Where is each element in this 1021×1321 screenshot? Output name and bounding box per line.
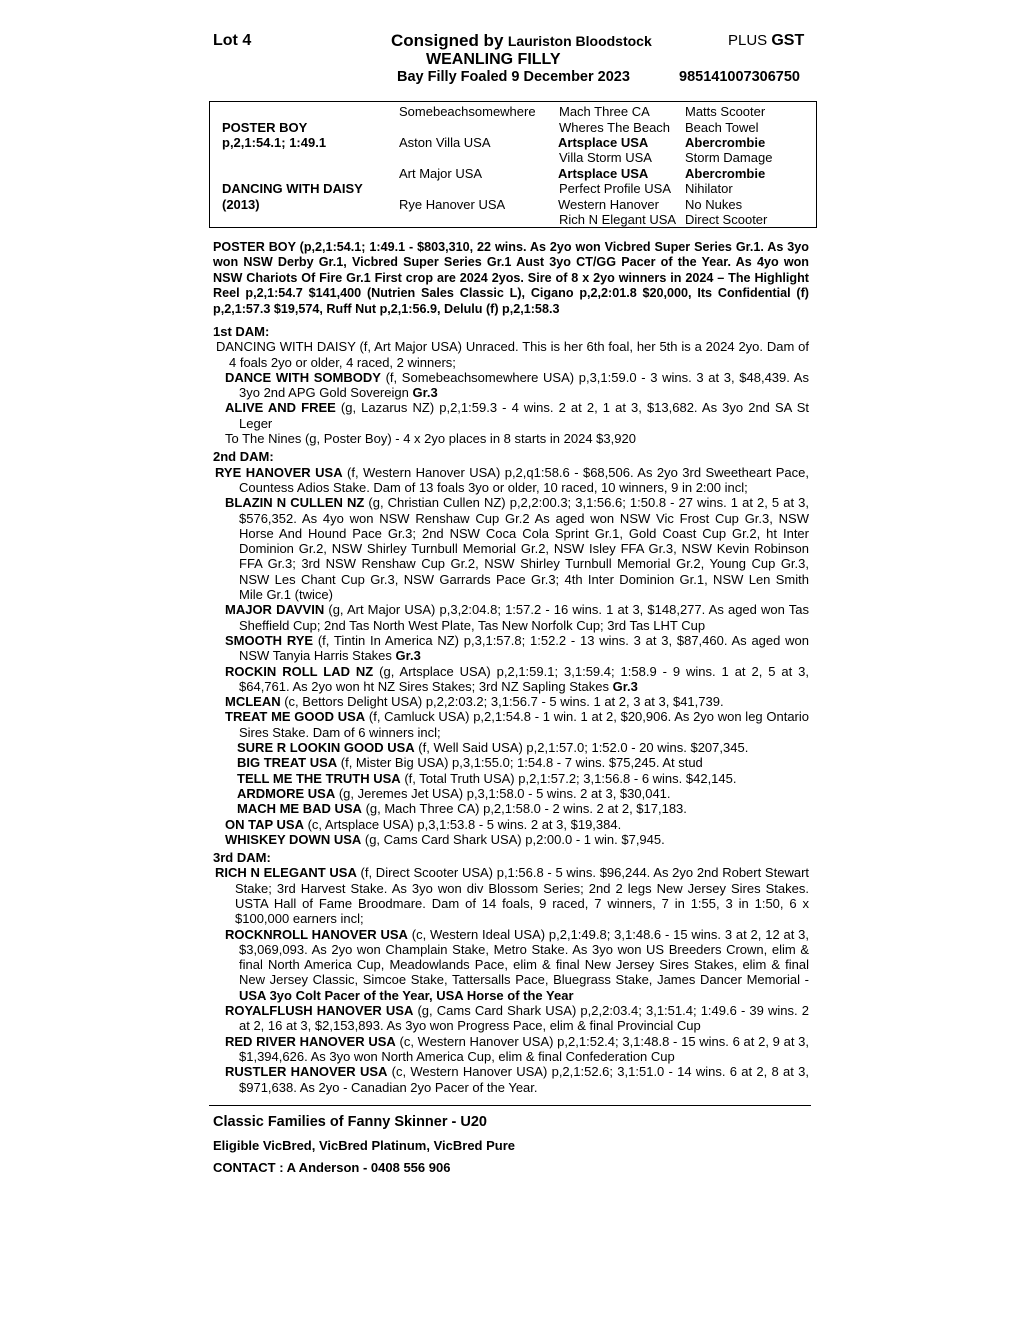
pedigree-dam-year: (2013): [222, 197, 260, 212]
pedigree-gen4: No Nukes: [685, 197, 743, 212]
consigned-label: Consigned by: [391, 31, 504, 50]
pedigree-gen3: Mach Three CA: [559, 104, 650, 119]
progeny-name: TELL ME THE TRUTH USA: [237, 770, 401, 786]
second-dam-entry: TREAT ME GOOD USA (f, Camluck USA) p,2,1:54.8 - 1 win. 1 at 2, $20,906. As 2yo won leg Ontario Sires Stake. Dam of 6 winners incl;: [225, 709, 809, 740]
pedigree-gen2: Rye Hanover USA: [399, 197, 506, 212]
pedigree-sire: POSTER BOY: [222, 120, 308, 135]
progeny-name: DANCE WITH SOMBODY: [225, 369, 381, 385]
progeny-name: RUSTLER HANOVER USA: [225, 1064, 388, 1080]
pedigree-gen4: Matts Scooter: [685, 104, 766, 119]
grand-progeny-entry: SURE R LOOKIN GOOD USA (f, Well Said USA) p,2,1:57.0; 1:52.0 - 20 wins. $207,345.: [237, 740, 749, 756]
second-dam-entry: WHISKEY DOWN USA (g, Cams Card Shark USA) p,2:00.0 - 1 win. $7,945.: [225, 831, 665, 847]
second-dam-entry: ROCKIN ROLL LAD NZ (g, Artsplace USA) p,2,1:59.1; 3,1:59.4; 1:58.9 - 9 wins. 1 at 2, 5 at 3, $64,761. As 2yo won ht NZ Sires Stakes; 3rd NZ Sapling Stakes Gr.3: [225, 663, 809, 694]
third-dam-entry: ROCKNROLL HANOVER USA (c, Western Ideal USA) p,2,1:49.8; 3,1:48.6 - 15 wins. 3 at 2, 12 at 3, $3,069,093. As 2yo won Champlain Stake, Metro Stake. As 3yo won US Breeders Crown, elim & final North America Cup, Meadowlands Pace, elim & final New Jersey Sires Stakes, elim & final New Jersey Classic, Simcoe Stake, Tattersalls Pace, Bluegrass Stake, James Dancer Memorial - USA 3yo Colt Pacer of the Year, USA Horse of the Year: [225, 926, 810, 1003]
first-dam-entry: DANCE WITH SOMBODY (f, Somebeachsomewhere USA) p,3,1:59.0 - 3 wins. 3 at 3, $48,439. As 3yo 2nd APG Gold Sovereign Gr.3: [225, 369, 809, 401]
microchip-number: 985141007306750: [679, 69, 800, 85]
progeny-name: MAJOR DAVVIN: [225, 602, 325, 618]
first-dam-intro: DANCING WITH DAISY (f, Art Major USA) Unraced. This is her 6th foal, her 5th is a 2024 2yo. Dam of 4 foals 2yo or older, 4 raced, 2 winners;: [216, 339, 809, 370]
second-dam-heading: 2nd DAM:: [213, 449, 274, 465]
gst-label: [728, 32, 804, 50]
progeny-name: SURE R LOOKIN GOOD USA: [237, 740, 415, 756]
progeny-name: SMOOTH RYE: [225, 632, 314, 648]
pedigree-gen2: Aston Villa USA: [399, 135, 491, 150]
progeny-name: MACH ME BAD USA: [237, 801, 362, 817]
pedigree-gen3: Perfect Profile USA: [559, 181, 671, 196]
progeny-name: BIG TREAT USA: [237, 755, 338, 771]
consignor-name: Lauriston Bloodstock: [507, 33, 652, 49]
progeny-name: TREAT ME GOOD USA: [225, 709, 366, 725]
pedigree-gen3: Villa Storm USA: [559, 150, 652, 165]
progeny-name: ARDMORE USA: [237, 785, 336, 801]
pedigree-dam: DANCING WITH DAISY: [222, 181, 363, 196]
dam-details: [213, 324, 809, 1095]
pedigree-gen3: Rich N Elegant USA: [559, 212, 677, 227]
pedigree-sire-record: p,2,1:54.1; 1:49.1: [222, 135, 327, 150]
progeny-name: RED RIVER HANOVER USA: [225, 1033, 396, 1049]
second-dam-entry: SMOOTH RYE (f, Tintin In America NZ) p,3,1:57.8; 1:52.2 - 13 wins. 3 at 3, $87,460. As aged won NSW Tanyia Harris Stakes Gr.3: [225, 632, 809, 664]
first-dam-entry: ALIVE AND FREE (g, Lazarus NZ) p,2,1:59.3 - 4 wins. 2 at 2, 1 at 3, $13,682. As 3yo 2nd SA St Leger: [225, 400, 809, 431]
pedigree-gen4: Nihilator: [685, 181, 733, 196]
second-dam-intro: RYE HANOVER USA (f, Western Hanover USA) p,2,q1:58.6 - $68,506. As 2yo 3rd Sweetheart Pace, Countess Adios Stake. Dam of 13 foals 3yo or older, 10 raced, 10 winners, 9 in 2:00 incl;: [215, 464, 809, 495]
progeny-name: ROCKNROLL HANOVER USA: [225, 926, 408, 942]
contact-line: CONTACT : A Anderson - 0408 556 906: [213, 1160, 451, 1175]
grand-progeny-entry: BIG TREAT USA (f, Mister Big USA) p,3,1:55.0; 1:54.8 - 7 wins. $75,245. At stud: [237, 755, 703, 771]
gst-prefix: PLUS: [728, 32, 768, 49]
family-line: Classic Families of Fanny Skinner - U20: [213, 1114, 487, 1130]
pedigree-gen4: Beach Towel: [685, 120, 759, 135]
progeny-name: ROYALFLUSH HANOVER USA: [225, 1003, 414, 1019]
pedigree-gen4: Storm Damage: [685, 150, 773, 165]
third-dam-entry: RED RIVER HANOVER USA (c, Western Hanover USA) p,2,1:52.4; 3,1:48.8 - 15 wins. 6 at 2, 9 at 3, $1,394,626. As 3yo won North America Cup, elim & final Confederation Cup: [225, 1033, 810, 1064]
grand-progeny-entry: ARDMORE USA (g, Jeremes Jet USA) p,3,1:58.0 - 5 wins. 2 at 3, $30,041.: [237, 785, 671, 801]
pedigree-gen3: Wheres The Beach: [559, 120, 671, 135]
lot-number: Lot 4: [213, 32, 252, 49]
grand-progeny-entry: MACH ME BAD USA (g, Mach Three CA) p,2,1:58.0 - 2 wins. 2 at 2, $17,183.: [237, 801, 687, 817]
pedigree-gen4: Abercrombie: [685, 166, 766, 181]
third-dam-entry: ROYALFLUSH HANOVER USA (g, Cams Card Shark USA) p,2,2:03.4; 3,1:51.4; 1:49.6 - 39 wins. 2 at 2, 16 at 3, $2,153,893. As 3yo won Progress Pace, elim & final Provincial Cup: [225, 1003, 809, 1034]
progeny-name: ON TAP USA: [225, 816, 304, 832]
second-dam-entry: BLAZIN N CULLEN NZ (g, Christian Cullen NZ) p,2,2:00.3; 3,1:56.6; 1:50.8 - 27 wins. 1 at 2, 5 at 3, $576,352. As 4yo won NSW Renshaw Cup Gr.2 As aged won NSW Vic Frost Cup Gr.3, NSW Horse And Hound Pace Gr.3; 2nd NSW Coca Cola Sprint Gr.1, Gold Coast Cup Gr.2, ht Inter Dominion Gr.2, NSW Shirley Turnbull Memorial Gr.2, NSW Isley FFA Gr.3, NSW Kevin Robinson FFA Gr.3; 3rd NSW Renshaw Cup Gr.2, NSW Shirley Turnbull Memorial Gr.2, Young Cup Gr.3, NSW Les Chant Cup Gr.3, NSW Garrards Pace Gr.3; 4th Inter Dominion Gr.1, NSW Len Smith Mile Gr.1 (twice): [225, 495, 809, 603]
pedigree-gen3: Artsplace USA: [558, 166, 649, 181]
eligibility-line: Eligible VicBred, VicBred Platinum, VicBred Pure: [213, 1138, 515, 1153]
grand-progeny-entry: TELL ME THE TRUTH USA (f, Total Truth USA) p,2,1:57.2; 3,1:56.8 - 6 wins. $42,145.: [237, 770, 737, 786]
lot-description: Bay Filly Foaled 9 December 2023: [397, 69, 630, 85]
pedigree-gen4: Abercrombie: [685, 135, 766, 150]
consignment-line: [391, 31, 652, 51]
second-dam-entry: MAJOR DAVVIN (g, Art Major USA) p,3,2:04.8; 1:57.2 - 16 wins. 1 at 3, $148,277. As aged won Tas Sheffield Cup; 2nd Tas North West Plate, Tas New Norfolk Cup; 3rd Tas LHT Cup: [225, 602, 809, 633]
first-dam-entry: To The Nines (g, Poster Boy) - 4 x 2yo places in 8 starts in 2024 $3,920: [225, 431, 636, 447]
third-dam-intro: RICH N ELEGANT USA (f, Direct Scooter USA) p,1:56.8 - 5 wins. $96,244. As 2yo 2nd Robert Stewart Stake; 3rd Harvest Stake. As 3yo won div Blossom Series; 2nd 2 legs New Jersey Sires Stakes. USTA Hall of Fame Broodmare. Dam of 14 foals, 9 raced, 7 winners, 7 in 1:55, 3 in 1:50, 6 x $100,000 earners incl;: [215, 865, 810, 927]
third-dam-heading: 3rd DAM:: [213, 850, 271, 866]
lot-title: WEANLING FILLY: [426, 51, 561, 68]
footer-divider: [209, 1105, 811, 1106]
second-dam-entry: ON TAP USA (c, Artsplace USA) p,3,1:53.8 - 5 wins. 2 at 3, $19,384.: [225, 816, 622, 832]
progeny-name: WHISKEY DOWN USA: [225, 831, 362, 847]
pedigree-gen2: Somebeachsomewhere: [399, 104, 536, 119]
progeny-name: ALIVE AND FREE: [225, 400, 336, 416]
progeny-name: BLAZIN N CULLEN NZ: [225, 495, 365, 511]
pedigree-gen4: Direct Scooter: [685, 212, 768, 227]
pedigree-gen2: Art Major USA: [399, 166, 483, 181]
first-dam-heading: 1st DAM:: [213, 324, 270, 339]
gst-text: GST: [771, 32, 805, 49]
sire-summary: POSTER BOY (p,2,1:54.1; 1:49.1 - $803,310, 22 wins. As 2yo won Vicbred Super Series Gr.1. As 3yo won NSW Derby Gr.1, Vicbred Super Series Gr.1 Aust 3yo CT/GG Pacer of the Year. As 4yo won NSW Chariots Of Fire Gr.1 First crop are 2024 2yos. Sire of 8 x 2yo winners in 2024 – The Highlight Reel p,2,1:54.7 $141,400 (Nutrien Sales Classic L), Cigano p,2,2:01.8 $20,000, Its Confidential (f) p,2,1:57.3 $19,574, Ruff Nut p,2,1:56.9, Delulu (f) p,2,1:58.3: [213, 240, 809, 316]
progeny-name: ROCKIN ROLL LAD NZ: [225, 663, 374, 679]
progeny-name: MCLEAN: [225, 694, 281, 710]
second-dam-entry: MCLEAN (c, Bettors Delight USA) p,2,2:03.2; 3,1:56.7 - 5 wins. 1 at 2, 3 at 3, $41,739.: [225, 694, 724, 710]
third-dam-entry: RUSTLER HANOVER USA (c, Western Hanover USA) p,2,1:52.6; 3,1:51.0 - 14 wins. 6 at 2, 8 at 3, $971,638. As 2yo - Canadian 2yo Pacer of the Year.: [225, 1064, 809, 1095]
pedigree-gen3: Western Hanover: [558, 197, 659, 212]
pedigree-gen3: Artsplace USA: [558, 135, 649, 150]
